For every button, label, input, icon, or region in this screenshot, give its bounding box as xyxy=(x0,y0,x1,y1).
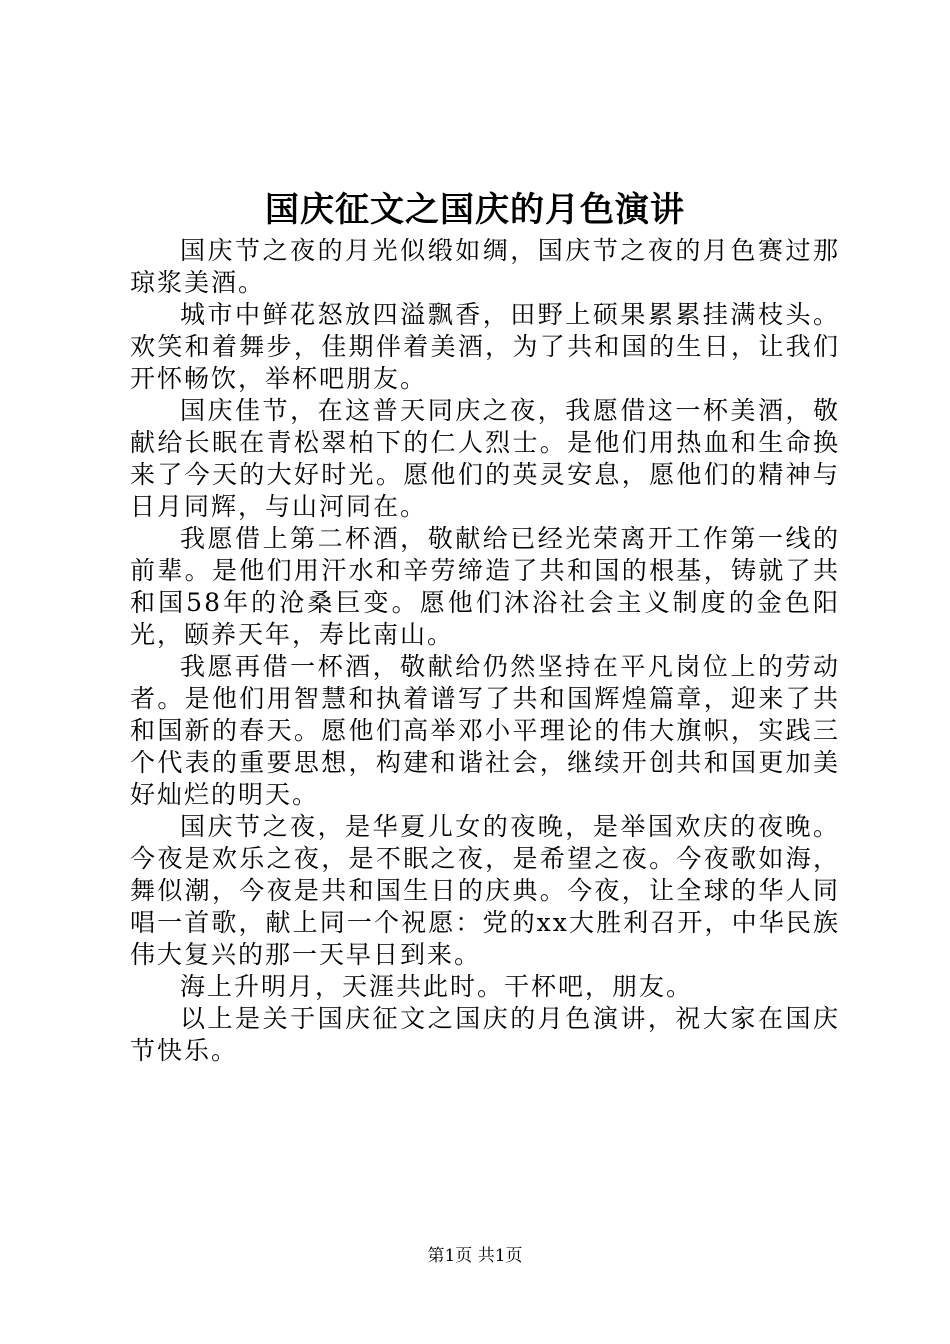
document-body xyxy=(130,235,840,1067)
page-footer: 第1页 共1页 xyxy=(427,1246,523,1266)
paragraph: 我愿再借一杯酒，敬献给仍然坚持在平凡岗位上的劳动者。是他们用智慧和执着谱写了共和国辉煌篇章，迎来了共和国新的春天。愿他们高举邓小平理论的伟大旗帜，实践三个代表的重要思想，构建和谐社会，继续开创共和国更加美好灿烂的明天。 xyxy=(130,652,840,809)
paragraph: 城市中鲜花怒放四溢飘香，田野上硕果累累挂满枝头。欢笑和着舞步，佳期伴着美酒，为了共和国的生日，让我们开怀畅饮，举杯吧朋友。 xyxy=(130,300,840,393)
paragraph: 我愿借上第二杯酒，敬献给已经光荣离开工作第一线的前辈。是他们用汗水和辛劳缔造了共和国的根基，铸就了共和国58年的沧桑巨变。愿他们沐浴社会主义制度的金色阳光，颐养天年，寿比南山。 xyxy=(130,524,840,649)
paragraph: 以上是关于国庆征文之国庆的月色演讲，祝大家在国庆节快乐。 xyxy=(130,1004,840,1065)
paragraph: 国庆节之夜的月光似缎如绸，国庆节之夜的月色赛过那琼浆美酒。 xyxy=(130,236,840,297)
paragraph: 国庆节之夜，是华夏儿女的夜晚，是举国欢庆的夜晚。今夜是欢乐之夜，是不眠之夜，是希望之夜。今夜歌如海，舞似潮，今夜是共和国生日的庆典。今夜，让全球的华人同唱一首歌，献上同一个祝愿：党的xx大胜利召开，中华民族伟大复兴的那一天早日到来。 xyxy=(130,812,840,969)
paragraph: 国庆佳节，在这普天同庆之夜，我愿借这一杯美酒，敬献给长眠在青松翠柏下的仁人烈士。是他们用热血和生命换来了今天的大好时光。愿他们的英灵安息，愿他们的精神与日月同辉，与山河同在。 xyxy=(130,396,840,521)
document-title: 国庆征文之国庆的月色演讲 xyxy=(265,190,685,230)
paragraph: 海上升明月，天涯共此时。干杯吧，朋友。 xyxy=(180,972,694,1001)
